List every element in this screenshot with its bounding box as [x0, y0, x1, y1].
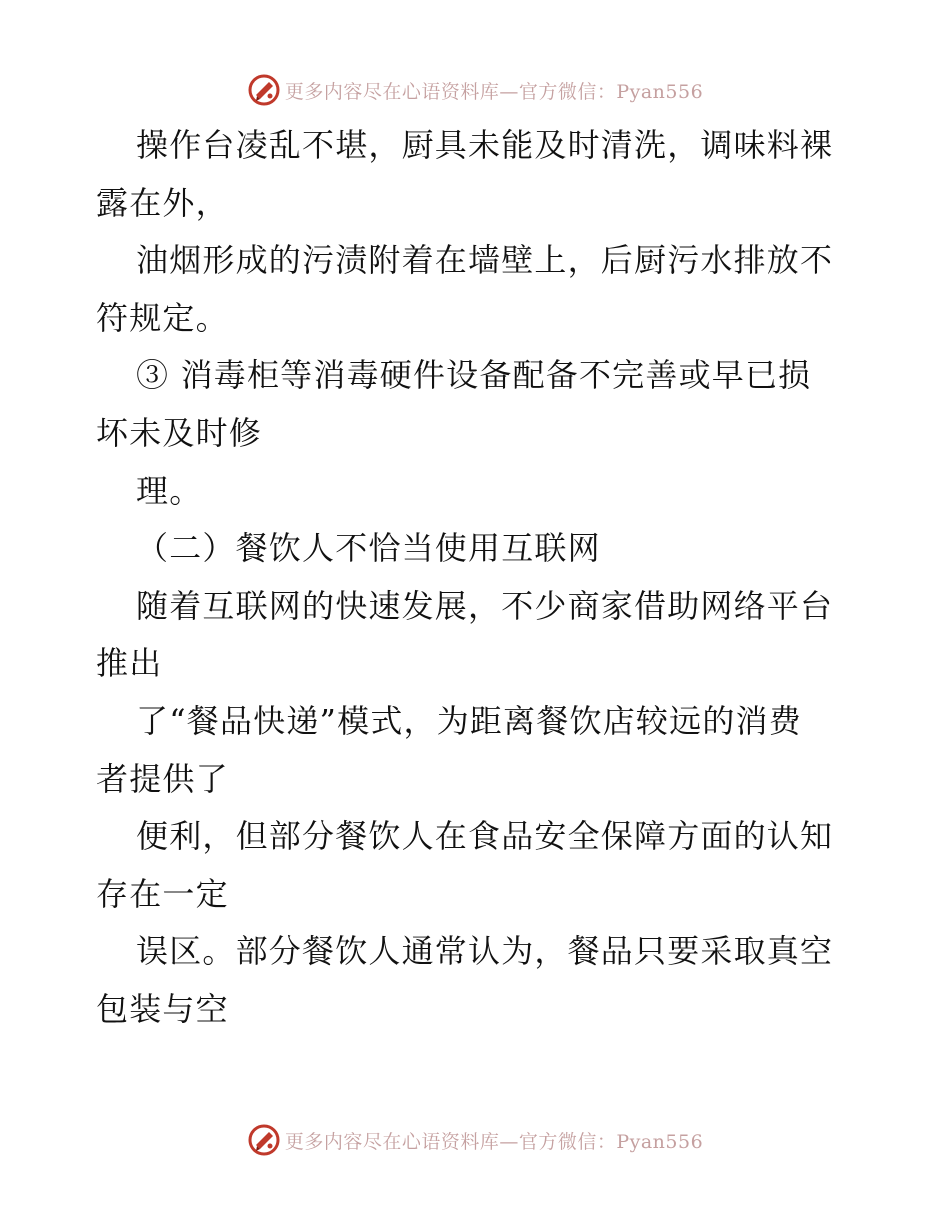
text-line: 露在外，: [96, 183, 229, 222]
watermark-text: 更多内容尽在心语资料库—官方微信：Pyan556: [284, 1130, 704, 1153]
text-line: 者提供了: [96, 759, 229, 798]
text-line: 操作台凌乱不堪，厨具未能及时清洗，调味料裸: [136, 126, 834, 164]
text-line: （二）餐饮人不恰当使用互联网: [136, 529, 601, 568]
text-line: 存在一定: [96, 874, 229, 913]
text-line: 推出: [96, 644, 163, 683]
red-seal-logo-icon: [247, 1123, 281, 1157]
text-line: 油烟形成的污渍附着在墙壁上，后厨污水排放不: [136, 241, 834, 280]
text-line: 了“餐品快递”模式，为距离餐饮店较远的消费: [136, 701, 802, 740]
text-line: 坏未及时修: [96, 413, 263, 452]
text-line: 误区。部分餐饮人通常认为，餐品只要采取真空: [136, 932, 834, 971]
text-line: ③ 消毒柜等消毒硬件设备配备不完善或早已损: [136, 356, 812, 395]
text-line: 理。: [136, 471, 203, 510]
watermark-text: 更多内容尽在心语资料库—官方微信：Pyan556: [284, 80, 704, 103]
text-line: 包装与空: [96, 989, 229, 1028]
text-line: 符规定。: [96, 298, 229, 337]
text-line: 随着互联网的快速发展，不少商家借助网络平台: [136, 586, 834, 625]
header-watermark: [0, 70, 950, 110]
footer-watermark: [0, 1120, 950, 1160]
document-body: [96, 117, 856, 1039]
text-line: 便利，但部分餐饮人在食品安全保障方面的认知: [136, 817, 834, 856]
red-seal-logo-icon: [247, 73, 281, 107]
